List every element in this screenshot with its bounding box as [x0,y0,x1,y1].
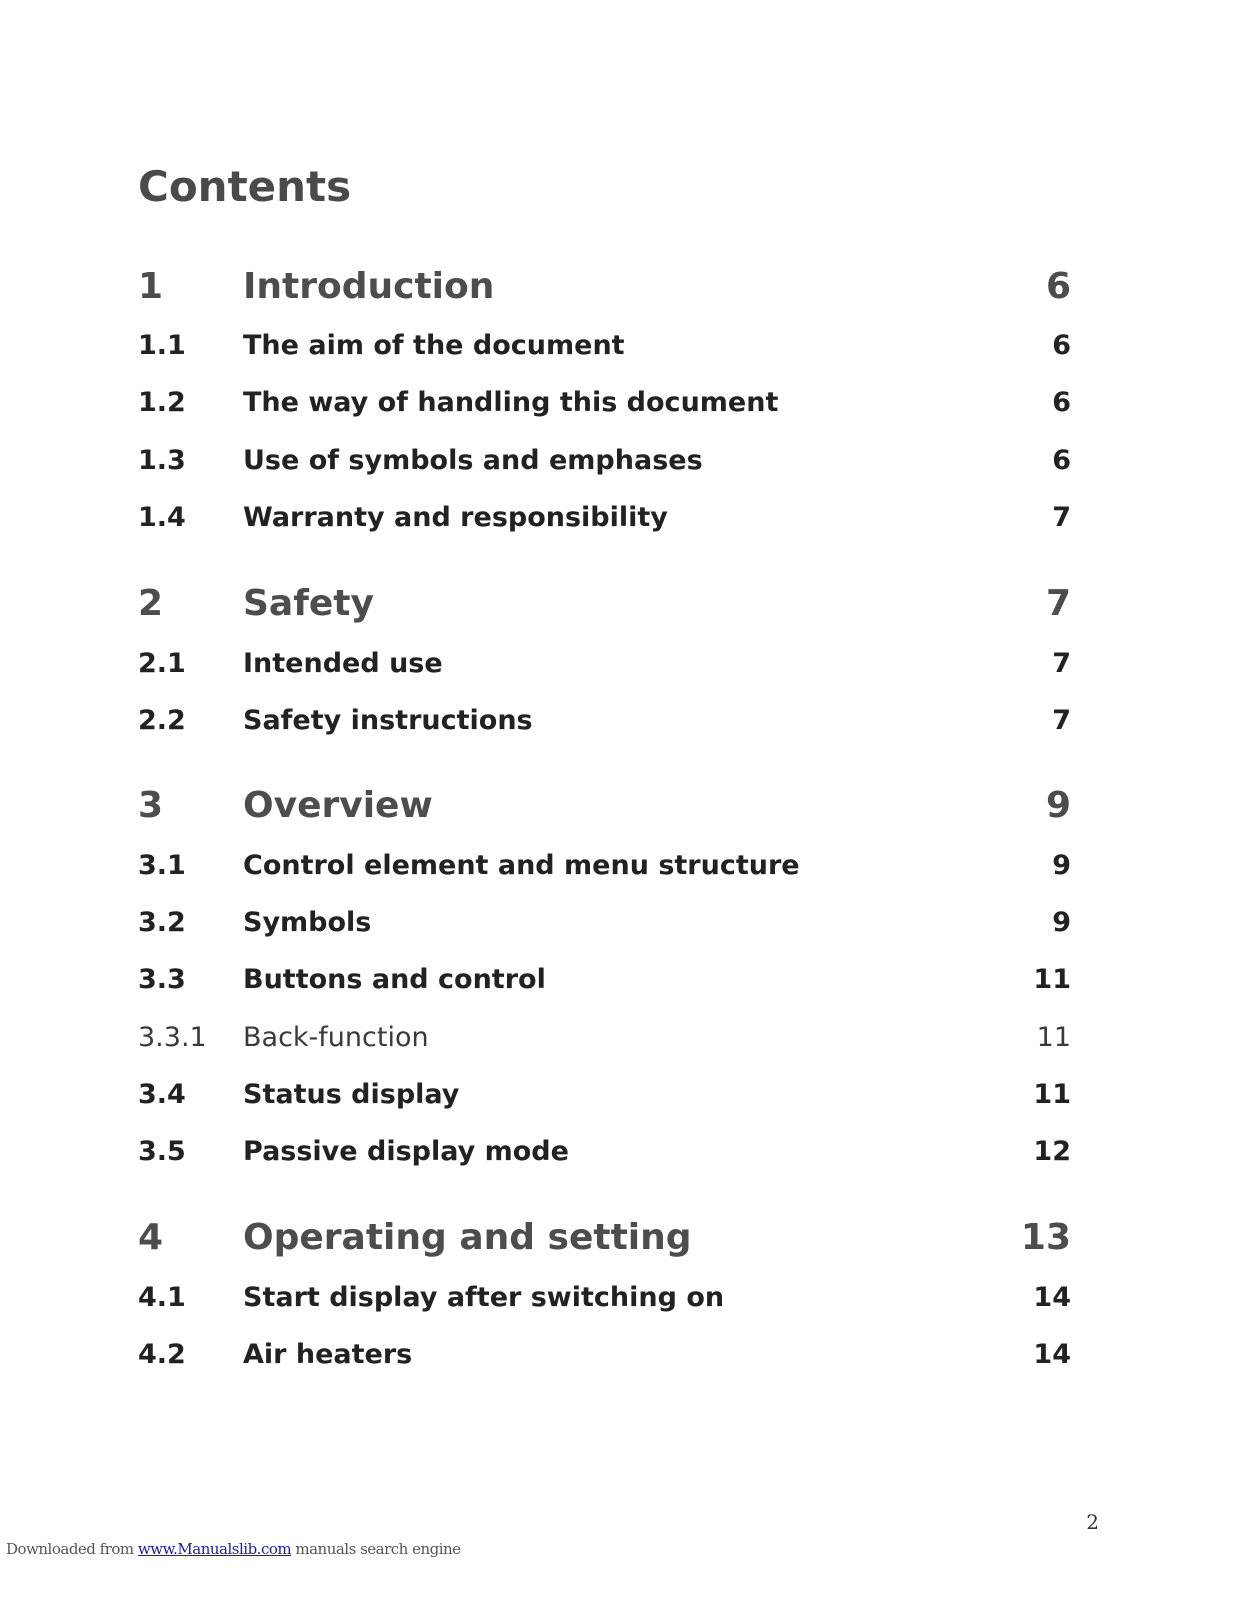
toc-page: 7 [1045,583,1071,624]
toc-number: 3.5 [138,1136,186,1167]
toc-number: 1 [138,266,164,307]
toc-label: Back-function [243,1022,429,1053]
toc-label: Safety instructions [243,705,533,736]
manualslib-link[interactable]: www.Manualslib.com [137,1540,292,1558]
toc-page: 6 [1052,330,1071,361]
toc-entry[interactable] [0,1013,1237,1063]
toc-entry[interactable] [0,1273,1237,1323]
toc-entry[interactable] [0,436,1237,486]
toc-entry[interactable] [0,1213,1237,1263]
toc-entry[interactable] [0,781,1237,831]
toc-number: 1.3 [138,445,186,476]
toc-entry[interactable] [0,639,1237,689]
toc-label: Warranty and responsibility [243,502,668,533]
toc-number: 2.2 [138,705,186,736]
toc-page: 7 [1052,705,1071,736]
toc-entry[interactable] [0,696,1237,746]
toc-label: Air heaters [243,1339,413,1370]
toc-number: 4 [138,1217,164,1258]
toc-label: The aim of the document [243,330,625,361]
toc-number: 3.4 [138,1079,186,1110]
toc-label: Buttons and control [243,964,546,995]
footer-suffix: manuals search engine [291,1540,461,1558]
toc-number: 1.4 [138,502,186,533]
toc-entry[interactable] [0,493,1237,543]
toc-label: Passive display mode [243,1136,569,1167]
toc-page: 6 [1052,387,1071,418]
toc-label: Start display after switching on [243,1282,725,1313]
toc-number: 3 [138,785,164,826]
toc-page: 9 [1052,850,1071,881]
toc-page: 6 [1052,445,1071,476]
toc-entry[interactable] [0,898,1237,948]
toc-label: Status display [243,1079,460,1110]
toc-number: 1.2 [138,387,186,418]
toc-page: 6 [1045,266,1071,307]
toc-number: 4.2 [138,1339,186,1370]
toc-label: The way of handling this document [243,387,779,418]
toc-page: 13 [1020,1217,1071,1258]
toc-page: 7 [1052,502,1071,533]
toc-number: 3.3.1 [138,1022,207,1053]
toc-entry[interactable] [0,955,1237,1005]
toc-entry[interactable] [0,579,1237,629]
toc-page: 12 [1033,1136,1071,1167]
toc-label: Safety [243,583,374,624]
toc-entry[interactable] [0,262,1237,312]
toc-label: Overview [243,785,433,826]
toc-page: 14 [1033,1339,1071,1370]
page-title: Contents [138,162,352,211]
toc-entry[interactable] [0,1127,1237,1177]
toc-label: Use of symbols and emphases [243,445,703,476]
toc-number: 3.3 [138,964,186,995]
toc-entry[interactable] [0,841,1237,891]
toc-label: Intended use [243,648,443,679]
toc-label: Introduction [243,266,495,307]
toc-page: 9 [1052,907,1071,938]
toc-page: 11 [1033,1079,1071,1110]
toc-label: Symbols [243,907,372,938]
toc-page: 11 [1036,1022,1071,1053]
footer-prefix: Downloaded from [6,1540,138,1558]
toc-page: 11 [1033,964,1071,995]
toc-label: Operating and setting [243,1217,692,1258]
toc-entry[interactable] [0,321,1237,371]
toc-page: 14 [1033,1282,1071,1313]
toc-page: 9 [1045,785,1071,826]
toc-number: 3.1 [138,850,186,881]
toc-number: 2 [138,583,164,624]
toc-entry[interactable] [0,1070,1237,1120]
page-number: 2 [1086,1510,1099,1534]
toc-number: 4.1 [138,1282,186,1313]
toc-entry[interactable] [0,1330,1237,1380]
toc-number: 1.1 [138,330,186,361]
download-footer [6,1540,461,1558]
toc-number: 3.2 [138,907,186,938]
toc-number: 2.1 [138,648,186,679]
toc-entry[interactable] [0,378,1237,428]
toc-label: Control element and menu structure [243,850,800,881]
toc-page: 7 [1052,648,1071,679]
